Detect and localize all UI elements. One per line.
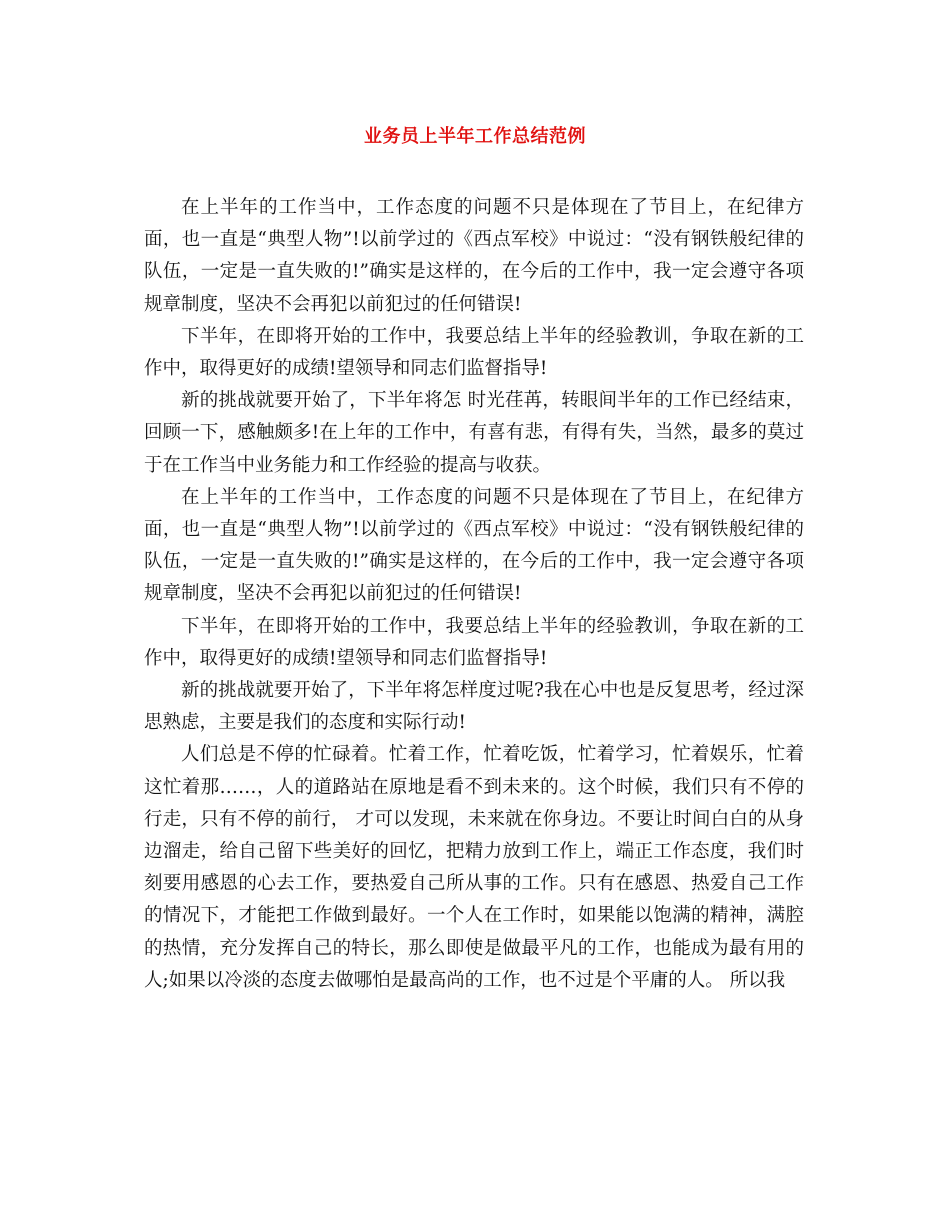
paragraph-1: 在上半年的工作当中，工作态度的问题不只是体现在了节目上，在纪律方面，也一直是“典型人物”!以前学过的《西点军校》中说过：“没有钢铁般纪律的队伍，一定是一直失败的!”确实是这样的，在今后的工作中，我一定会遵守各项规章制度，坚决不会再犯以前犯过的任何错误! xyxy=(144,197,804,315)
paragraph-4: 在上半年的工作当中，工作态度的问题不只是体现在了节目上，在纪律方面，也一直是“典型人物”!以前学过的《西点军校》中说过：“没有钢铁般纪律的队伍，一定是一直失败的!”确实是这样的，在今后的工作中，我一定会遵守各项规章制度，坚决不会再犯以前犯过的任何错误! xyxy=(144,486,804,605)
document-title: 业务员上半年工作总结范例 xyxy=(364,126,586,147)
paragraph-3: 新的挑战就要开始了，下半年将怎 时光荏苒，转眼间半年的工作已经结束，回顾一下，感触颇多!在上年的工作中，有喜有悲，有得有失，当然，最多的莫过于在工作当中业务能力和工作经验的提高与收获。 xyxy=(144,390,804,476)
paragraph-7: 人们总是不停的忙碌着。忙着工作，忙着吃饭，忙着学习，忙着娱乐，忙着这忙着那……，人的道路站在原地是看不到未来的。这个时候，我们只有不停的行走，只有不停的前行， 才可以发现，未来就在你身边。不要让时间白白的从身边溜走，给自己留下些美好的回忆，把精力放到工作上，端正工作态度，我们时刻要用感恩的心去工作，要热爱自己所从事的工作。只有在感恩、热爱自己工作的情况下，才能把工作做到最好。一个人在工作时，如果能以饱满的精神，满腔的热情，充分发挥自己的特长，那么即使是做最平凡的工作，也能成为最有用的人;如果以冷淡的态度去做哪怕是最高尚的工作，也不过是个平庸的人。 所以我 xyxy=(144,744,804,991)
paragraph-5: 下半年，在即将开始的工作中，我要总结上半年的经验教训，争取在新的工作中，取得更好的成绩!望领导和同志们监督指导! xyxy=(144,615,804,669)
paragraph-6: 新的挑战就要开始了，下半年将怎样度过呢?我在心中也是反复思考，经过深思熟虑，主要是我们的态度和实际行动! xyxy=(144,680,804,734)
document-body xyxy=(144,192,804,997)
paragraph-2: 下半年，在即将开始的工作中，我要总结上半年的经验教训，争取在新的工作中，取得更好的成绩!望领导和同志们监督指导! xyxy=(144,325,804,380)
